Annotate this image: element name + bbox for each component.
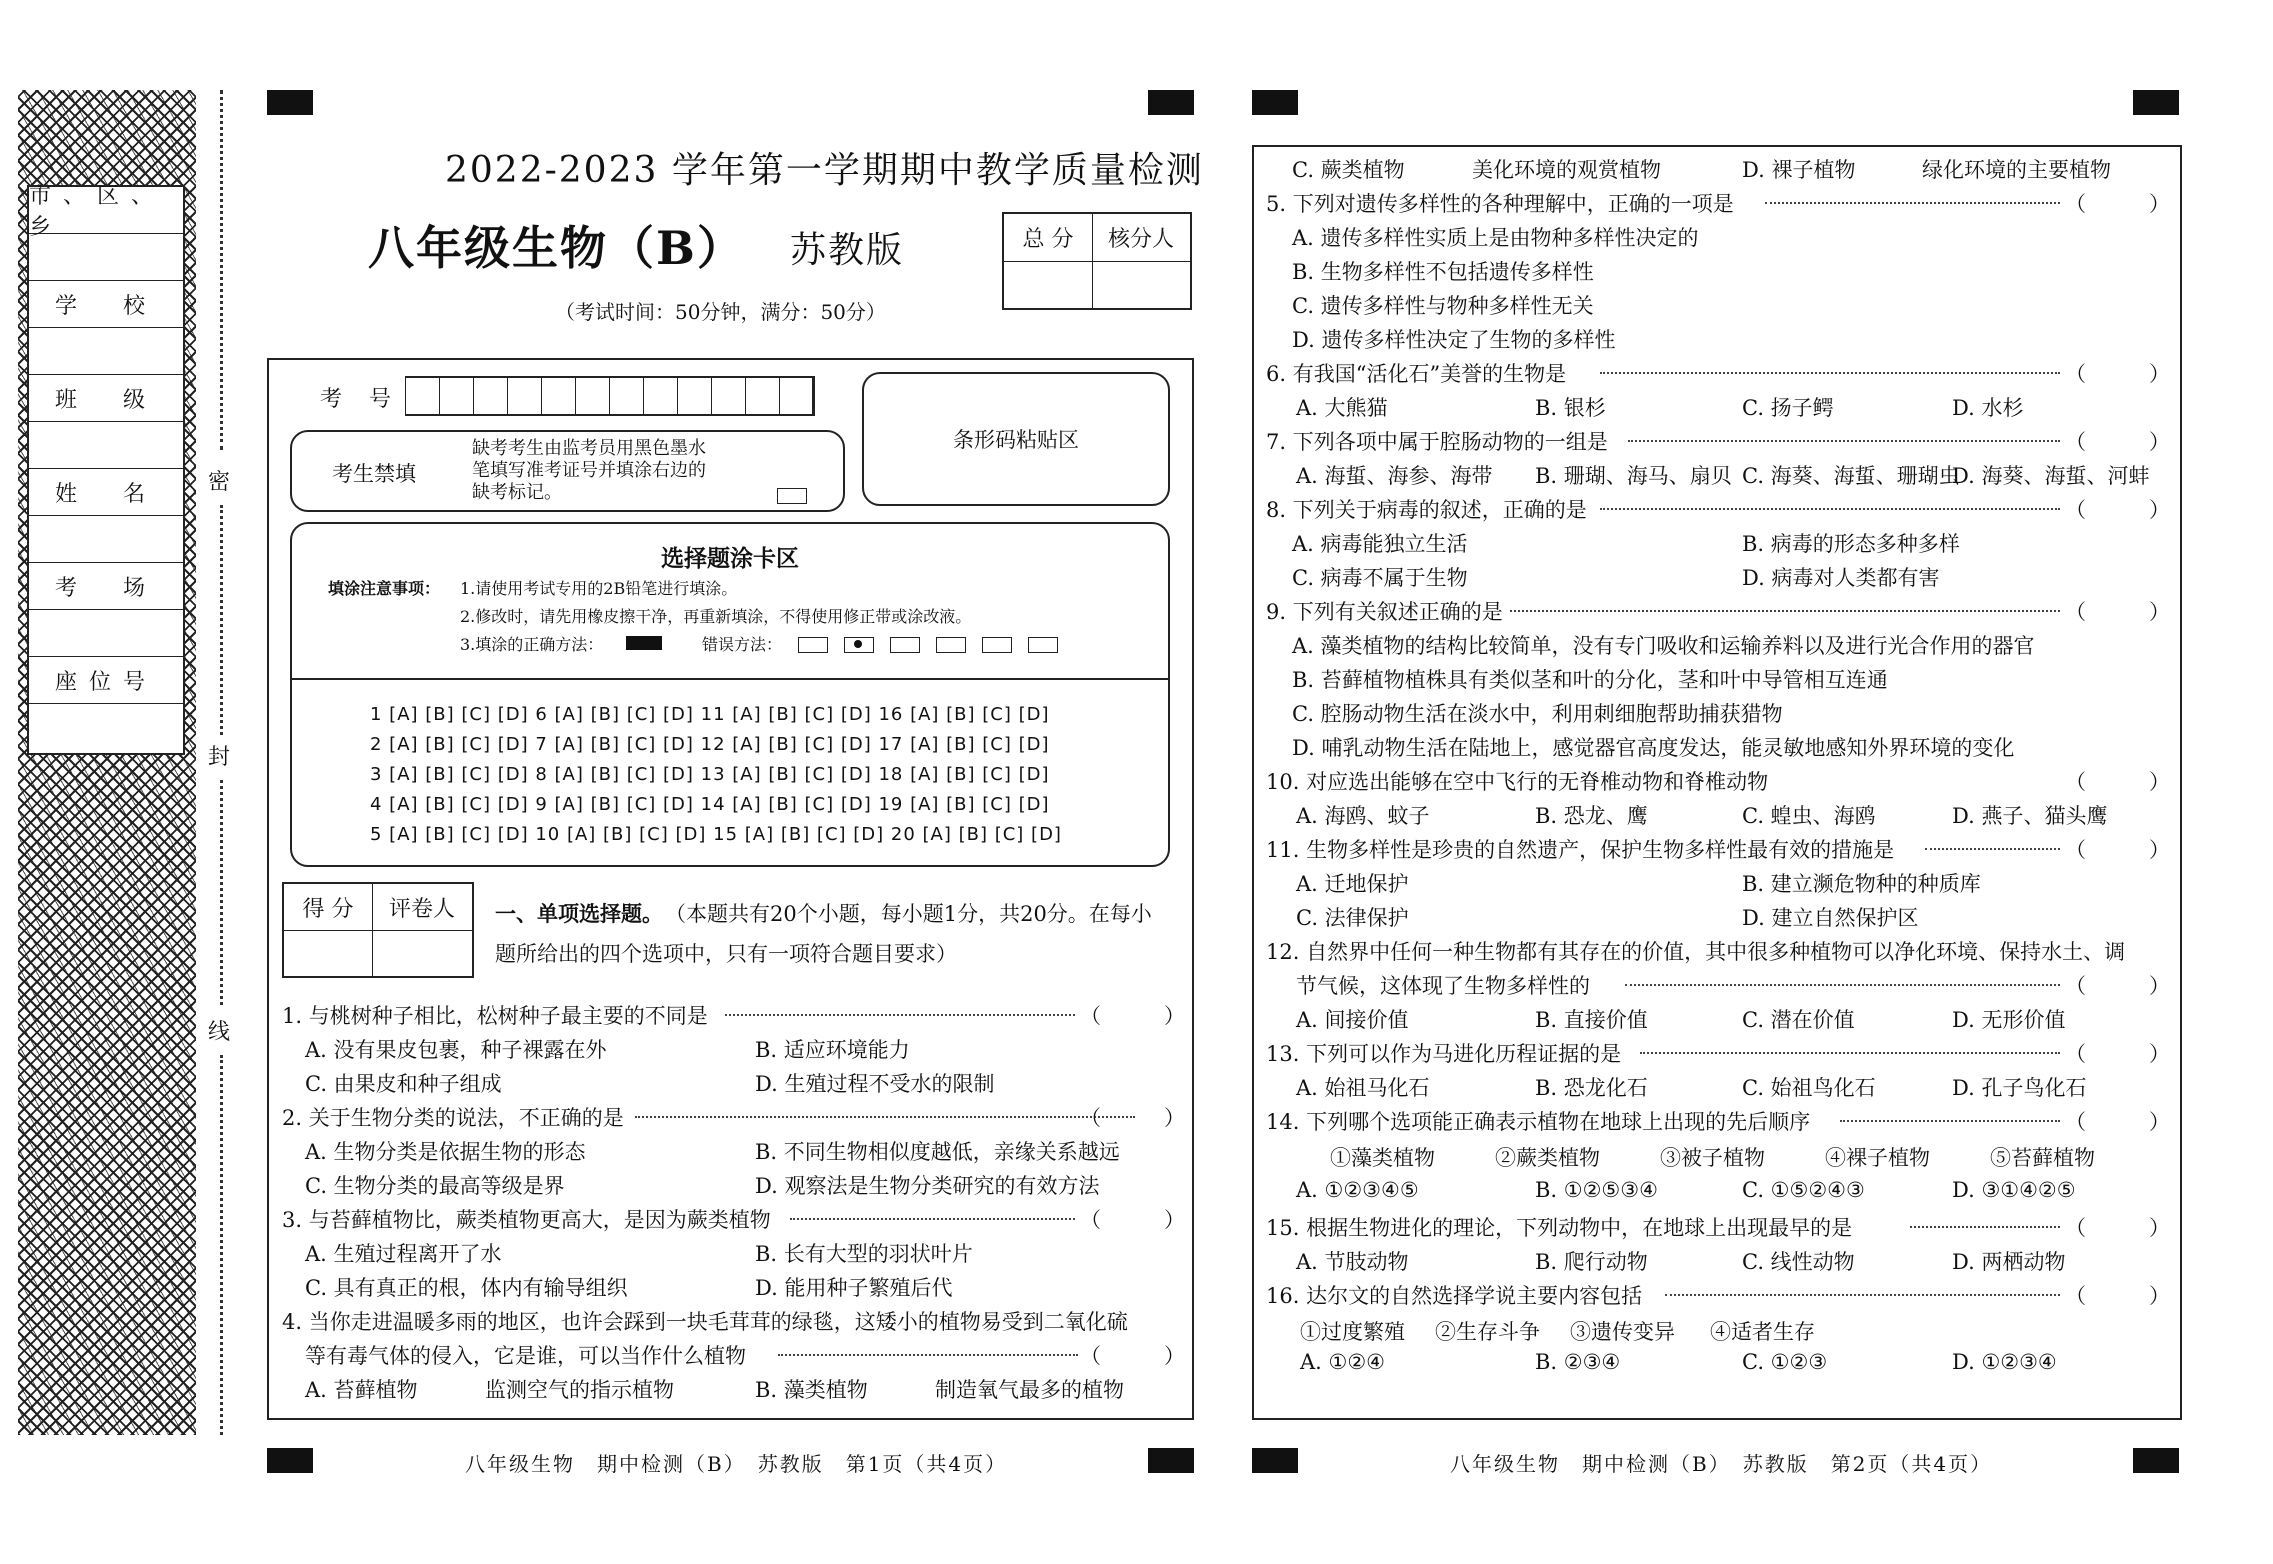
q16-stem-1: ①过度繁殖 <box>1300 1320 1405 1344</box>
question-11: 11. 生物多样性是珍贵的自然遗产，保护生物多样性最有效的措施是 <box>1266 838 1895 862</box>
registration-mark <box>1252 90 1298 115</box>
q2-option-a: A. 生物分类是依据生物的形态 <box>305 1140 586 1164</box>
q16-option-a: A. ①②④ <box>1300 1350 1385 1374</box>
bubble-row-1[interactable]: 1 [A] [B] [C] [D] 6 [A] [B] [C] [D] 11 [A] [B] [C] [D] 16 [A] [B] [C] [D] <box>370 704 1050 725</box>
q14-option-a: A. ①②③④⑤ <box>1296 1178 1419 1202</box>
forbidden-label: 考生禁填 <box>332 462 416 486</box>
q2-option-d: D. 观察法是生物分类研究的有效方法 <box>755 1174 1100 1198</box>
q11-option-d: D. 建立自然保护区 <box>1742 906 1919 930</box>
q6-option-d: D. 水杉 <box>1952 396 2024 420</box>
leader-dots <box>725 1014 1075 1016</box>
q13-option-b: B. 恐龙化石 <box>1535 1076 1648 1100</box>
registration-mark <box>267 1448 313 1473</box>
answer-paren[interactable]: （ ） <box>2065 838 2170 862</box>
forbidden-text: 缺考考生由监考员用黑色墨水 笔填写准考证号并填涂右边的 缺考标记。 <box>472 438 706 503</box>
q1-option-c: C. 由果皮和种子组成 <box>305 1072 502 1096</box>
exam-title: 2022-2023 学年第一学期期中教学质量检测 <box>445 150 1204 191</box>
answer-paren[interactable]: （ ） <box>2065 1284 2170 1308</box>
seal-line <box>220 780 223 1005</box>
field-class-blank[interactable] <box>29 422 183 469</box>
field-name-blank[interactable] <box>29 516 183 563</box>
q9-option-d: D. 哺乳动物生活在陆地上，感觉器官高度发达，能灵敏地感知外界环境的变化 <box>1292 736 2015 760</box>
q2-option-b: B. 不同生物相似度越低，亲缘关系越远 <box>755 1140 1120 1164</box>
leader-dots <box>1925 848 2060 850</box>
notes-label: 填涂注意事项： <box>328 579 441 598</box>
q14-stem-1: ①藻类植物 <box>1330 1146 1435 1170</box>
answer-paren[interactable]: （ ） <box>2065 974 2170 998</box>
q5-option-a: A. 遗传多样性实质上是由物种多样性决定的 <box>1292 226 1699 250</box>
score-table <box>1002 212 1192 310</box>
q3-option-b: B. 长有大型的羽状叶片 <box>755 1242 973 1266</box>
registration-mark <box>1148 90 1194 115</box>
question-14: 14. 下列哪个选项能正确表示植物在地球上出现的先后顺序 <box>1266 1110 1811 1134</box>
q6-option-b: B. 银杉 <box>1535 396 1606 420</box>
q12-option-a: A. 间接价值 <box>1296 1008 1409 1032</box>
field-name: 姓 名 <box>29 469 183 516</box>
leader-dots <box>1600 508 2060 510</box>
q1-option-a: A. 没有果皮包裹，种子裸露在外 <box>305 1038 607 1062</box>
note-2: 2.修改时，请先用橡皮擦干净，再重新填涂，不得使用修正带或涂改液。 <box>460 607 972 626</box>
answer-paren[interactable]: （ ） <box>2065 192 2170 216</box>
q13-option-a: A. 始祖马化石 <box>1296 1076 1430 1100</box>
answer-card-title: 选择题涂卡区 <box>661 545 799 572</box>
q15-option-b: B. 爬行动物 <box>1535 1250 1648 1274</box>
answer-paren[interactable]: （ ） <box>2065 498 2170 522</box>
q8-option-b: B. 病毒的形态多种多样 <box>1742 532 1960 556</box>
grader-label: 评卷人 <box>372 884 472 931</box>
seal-char-xian: 线 <box>208 1020 231 1045</box>
q14-option-c: C. ①⑤②④③ <box>1742 1178 1865 1202</box>
page1-footer: 八年级生物 期中检测（B） 苏教版 第1页（共4页） <box>465 1452 1008 1476</box>
exam-no-label: 考 号 <box>320 387 401 412</box>
q16-option-d: D. ①②③④ <box>1952 1350 2057 1374</box>
q14-stem-3: ③被子植物 <box>1660 1146 1765 1170</box>
q5-option-c: C. 遗传多样性与物种多样性无关 <box>1292 294 1594 318</box>
absent-mark-box[interactable] <box>777 488 807 504</box>
bubble-row-4[interactable]: 4 [A] [B] [C] [D] 9 [A] [B] [C] [D] 14 [A] [B] [C] [D] 19 [A] [B] [C] [D] <box>370 794 1050 815</box>
score-divider <box>1092 261 1093 308</box>
question-12: 12. 自然界中任何一种生物都有其存在的价值，其中很多种植物可以净化环境、保持水土、调 <box>1266 940 2126 964</box>
field-district: 市、区、乡 <box>29 187 183 234</box>
question-6: 6. 有我国“活化石”美誉的生物是 <box>1266 362 1567 386</box>
subject-title: 八年级生物（B） <box>368 221 745 275</box>
note-3: 3.填涂的正确方法： <box>460 635 604 654</box>
q7-option-d: D. 海葵、海蜇、河蚌 <box>1952 464 2150 488</box>
q5-option-d: D. 遗传多样性决定了生物的多样性 <box>1292 328 1616 352</box>
page2-footer: 八年级生物 期中检测（B） 苏教版 第2页（共4页） <box>1450 1452 1993 1476</box>
q8-option-c: C. 病毒不属于生物 <box>1292 566 1468 590</box>
field-room-blank[interactable] <box>29 610 183 657</box>
registration-mark <box>2133 1448 2179 1473</box>
field-school: 学 校 <box>29 281 183 328</box>
section-desc-1: （本题共有20个小题，每小题1分，共20分。在每小 <box>665 902 1152 926</box>
leader-dots <box>1510 610 2060 612</box>
q9-option-a: A. 藻类植物的结构比较简单，没有专门吸收和运输养料以及进行光合作用的器官 <box>1292 634 2035 658</box>
note-1: 1.请使用考试专用的2B铅笔进行填涂。 <box>460 579 738 598</box>
leader-dots <box>1640 1052 2060 1054</box>
q11-option-c: C. 法律保护 <box>1296 906 1409 930</box>
leader-dots <box>1665 1294 2060 1296</box>
question-10: 10. 对应选出能够在空中飞行的无脊椎动物和脊椎动物 <box>1266 770 1769 794</box>
q16-option-b: B. ②③④ <box>1535 1350 1621 1374</box>
answer-paren[interactable]: （ ） <box>2065 1042 2170 1066</box>
seal-line <box>220 1055 223 1435</box>
leader-dots <box>1910 1226 2060 1228</box>
q6-option-a: A. 大熊猫 <box>1296 396 1388 420</box>
section-score-box <box>282 882 474 978</box>
answer-paren[interactable]: （ ） <box>1080 1208 1185 1232</box>
barcode-area <box>862 372 1170 506</box>
leader-dots <box>1625 984 2060 986</box>
q14-option-b: B. ①②⑤③④ <box>1535 1178 1658 1202</box>
field-room: 考 场 <box>29 563 183 610</box>
barcode-label: 条形码粘贴区 <box>953 428 1079 452</box>
q9-option-b: B. 苔藓植物植株具有类似茎和叶的分化，茎和叶中导管相互连通 <box>1292 668 1888 692</box>
q7-option-a: A. 海蜇、海参、海带 <box>1296 464 1493 488</box>
bubble-row-3[interactable]: 3 [A] [B] [C] [D] 8 [A] [B] [C] [D] 13 [A] [B] [C] [D] 18 [A] [B] [C] [D] <box>370 764 1050 785</box>
seal-char-feng: 封 <box>208 745 231 770</box>
q9-option-c: C. 腔肠动物生活在淡水中，利用刺细胞帮助捕获猎物 <box>1292 702 1783 726</box>
q14-stem-5: ⑤苔藓植物 <box>1990 1146 2095 1170</box>
seal-line <box>220 505 223 735</box>
question-16: 16. 达尔文的自然选择学说主要内容包括 <box>1266 1284 1643 1308</box>
question-1: 1. 与桃树种子相比，松树种子最主要的不同是 <box>282 1004 708 1028</box>
q4-option-c-desc: 美化环境的观赏植物 <box>1472 158 1661 182</box>
question-5: 5. 下列对遗传多样性的各种理解中，正确的一项是 <box>1266 192 1734 216</box>
section-desc-2: 题所给出的四个选项中，只有一项符合题目要求） <box>495 942 957 966</box>
answer-card <box>290 522 1170 867</box>
exam-info: （考试时间：50分钟，满分：50分） <box>555 300 886 324</box>
registration-mark <box>267 90 313 115</box>
q14-stem-2: ②蕨类植物 <box>1495 1146 1600 1170</box>
q5-option-b: B. 生物多样性不包括遗传多样性 <box>1292 260 1594 284</box>
field-seat-blank[interactable] <box>29 704 183 751</box>
q16-stem-3: ③遗传变异 <box>1570 1320 1675 1344</box>
q1-option-b: B. 适应环境能力 <box>755 1038 910 1062</box>
bubble-row-2[interactable]: 2 [A] [B] [C] [D] 7 [A] [B] [C] [D] 12 [A] [B] [C] [D] 17 [A] [B] [C] [D] <box>370 734 1050 755</box>
exam-no-input[interactable] <box>405 376 815 416</box>
answer-paren[interactable]: （ ） <box>2065 1110 2170 1134</box>
q13-option-c: C. 始祖鸟化石 <box>1742 1076 1876 1100</box>
q15-option-a: A. 节肢动物 <box>1296 1250 1409 1274</box>
section-score-label: 得 分 <box>284 884 373 931</box>
q12-option-b: B. 直接价值 <box>1535 1008 1648 1032</box>
q4-option-b-desc: 制造氧气最多的植物 <box>935 1378 1124 1402</box>
question-12-cont: 节气候，这体现了生物多样性的 <box>1296 974 1590 998</box>
leader-dots <box>778 1354 1078 1356</box>
answer-paren[interactable]: （ ） <box>2065 600 2170 624</box>
q4-option-a-desc: 监测空气的指示植物 <box>485 1378 674 1402</box>
q3-option-d: D. 能用种子繁殖后代 <box>755 1276 953 1300</box>
question-8: 8. 下列关于病毒的叙述，正确的是 <box>1266 498 1587 522</box>
registration-mark <box>1148 1448 1194 1473</box>
q15-option-c: C. 线性动物 <box>1742 1250 1855 1274</box>
answer-paren[interactable]: （ ） <box>2065 770 2170 794</box>
q8-option-d: D. 病毒对人类都有害 <box>1742 566 1940 590</box>
q10-option-c: C. 蝗虫、海鸥 <box>1742 804 1876 828</box>
answer-paren[interactable]: （ ） <box>2065 362 2170 386</box>
question-9: 9. 下列有关叙述正确的是 <box>1266 600 1503 624</box>
score-divider <box>372 930 373 976</box>
q3-option-c: C. 具有真正的根，体内有输导组织 <box>305 1276 628 1300</box>
q13-option-d: D. 孔子鸟化石 <box>1952 1076 2087 1100</box>
student-info-box <box>27 185 185 755</box>
q4-option-d: D. 裸子植物 <box>1742 158 1856 182</box>
bubble-row-5[interactable]: 5 [A] [B] [C] [D] 10 [A] [B] [C] [D] 15 [A] [B] [C] [D] 20 [A] [B] [C] [D] <box>370 824 1062 845</box>
question-4-cont: 等有毒气体的侵入，它是谁，可以当作什么植物 <box>305 1344 746 1368</box>
q12-option-d: D. 无形价值 <box>1952 1008 2066 1032</box>
q10-option-d: D. 燕子、猫头鹰 <box>1952 804 2108 828</box>
leader-dots <box>1628 440 2060 442</box>
q3-option-a: A. 生殖过程离开了水 <box>305 1242 502 1266</box>
section-heading: 一、单项选择题。 <box>495 901 663 926</box>
question-15: 15. 根据生物进化的理论，下列动物中，在地球上出现最早的是 <box>1266 1216 1853 1240</box>
field-class: 班 级 <box>29 375 183 422</box>
q2-option-c: C. 生物分类的最高等级是界 <box>305 1174 565 1198</box>
question-4: 4. 当你走进温暖多雨的地区，也许会踩到一块毛茸茸的绿毯，这矮小的植物易受到二氧化硫 <box>282 1310 1128 1334</box>
field-seat: 座位号 <box>29 657 183 704</box>
leader-dots <box>1840 1120 2060 1122</box>
q4-option-c: C. 蕨类植物 <box>1292 158 1405 182</box>
q4-option-d-desc: 绿化环境的主要植物 <box>1922 158 2111 182</box>
leader-dots <box>790 1218 1075 1220</box>
q16-stem-4: ④适者生存 <box>1710 1320 1815 1344</box>
leader-dots <box>635 1116 1135 1118</box>
correct-fill-example <box>626 636 662 650</box>
leader-dots <box>1765 202 2060 204</box>
total-score-label: 总 分 <box>1004 214 1093 262</box>
q11-option-a: A. 迁地保护 <box>1296 872 1409 896</box>
q12-option-c: C. 潜在价值 <box>1742 1008 1855 1032</box>
q4-option-b: B. 藻类植物 <box>755 1378 868 1402</box>
q14-option-d: D. ③①④②⑤ <box>1952 1178 2076 1202</box>
q16-option-c: C. ①②③ <box>1742 1350 1828 1374</box>
q7-option-c: C. 海葵、海蜇、珊瑚虫 <box>1742 464 1960 488</box>
q4-option-a: A. 苔藓植物 <box>305 1378 418 1402</box>
q16-stem-2: ②生存斗争 <box>1435 1320 1540 1344</box>
question-2: 2. 关于生物分类的说法，不正确的是 <box>282 1106 624 1130</box>
registration-mark <box>1252 1448 1298 1473</box>
edition-label: 苏教版 <box>790 230 905 271</box>
wrong-method-examples <box>798 634 1074 653</box>
q11-option-b: B. 建立濒危物种的种质库 <box>1742 872 1981 896</box>
seal-line <box>220 90 223 450</box>
seal-char-mi: 密 <box>208 470 231 495</box>
answer-paren[interactable]: （ ） <box>2065 430 2170 454</box>
checker-label: 核分人 <box>1092 214 1190 262</box>
q8-option-a: A. 病毒能独立生活 <box>1292 532 1468 556</box>
q10-option-a: A. 海鸥、蚊子 <box>1296 804 1430 828</box>
q7-option-b: B. 珊瑚、海马、扇贝 <box>1535 464 1732 488</box>
card-divider <box>292 678 1168 680</box>
q14-stem-4: ④裸子植物 <box>1825 1146 1930 1170</box>
forbidden-box <box>290 430 845 512</box>
q15-option-d: D. 两栖动物 <box>1952 1250 2066 1274</box>
question-7: 7. 下列各项中属于腔肠动物的一组是 <box>1266 430 1608 454</box>
q1-option-d: D. 生殖过程不受水的限制 <box>755 1072 995 1096</box>
registration-mark <box>2133 90 2179 115</box>
q10-option-b: B. 恐龙、鹰 <box>1535 804 1648 828</box>
question-13: 13. 下列可以作为马进化历程证据的是 <box>1266 1042 1622 1066</box>
field-district-blank[interactable] <box>29 234 183 281</box>
answer-paren[interactable]: （ ） <box>1080 1344 1185 1368</box>
answer-paren[interactable]: （ ） <box>1080 1004 1185 1028</box>
answer-paren[interactable]: （ ） <box>1080 1106 1185 1130</box>
field-school-blank[interactable] <box>29 328 183 375</box>
answer-paren[interactable]: （ ） <box>2065 1216 2170 1240</box>
leader-dots <box>1600 372 2060 374</box>
question-3: 3. 与苔藓植物比，蕨类植物更高大，是因为蕨类植物 <box>282 1208 771 1232</box>
note-wrong: 错误方法： <box>702 635 783 654</box>
q6-option-c: C. 扬子鳄 <box>1742 396 1834 420</box>
